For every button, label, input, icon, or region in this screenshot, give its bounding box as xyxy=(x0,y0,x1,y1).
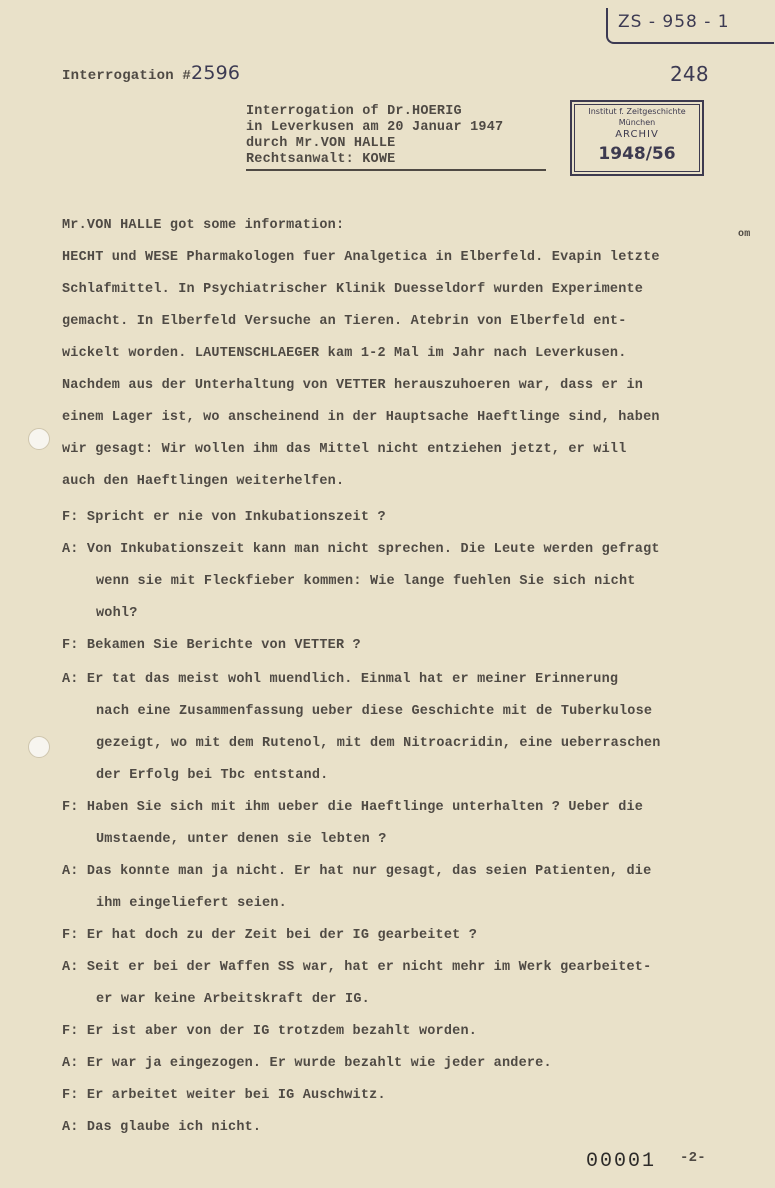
margin-note: om xyxy=(738,229,751,240)
header-line-4: Rechtsanwalt: KOWE xyxy=(246,152,396,167)
question-line: F: Er arbeitet weiter bei IG Auschwitz. xyxy=(62,1088,386,1103)
body-line: einem Lager ist, wo anscheinend in der Hauptsache Haeftlinge sind, haben xyxy=(62,410,660,425)
interrogation-label-text: Interrogation # xyxy=(62,68,192,84)
question-line: Umstaende, unter denen sie lebten ? xyxy=(96,832,387,847)
answer-line: nach eine Zusammenfassung ueber diese Geschichte mit de Tuberkulose xyxy=(96,704,653,719)
document-number: 00001 xyxy=(586,1150,657,1173)
answer-line: A: Seit er bei der Waffen SS war, hat er nicht mehr im Werk gearbeitet- xyxy=(62,960,652,975)
answer-line: A: Von Inkubationszeit kann man nicht sprechen. Die Leute werden gefragt xyxy=(62,542,660,557)
stamp-institute: Institut f. Zeitgeschichte xyxy=(588,107,686,116)
body-line: wickelt worden. LAUTENSCHLAEGER kam 1-2 Mal im Jahr nach Leverkusen. xyxy=(62,346,627,361)
answer-line: wohl? xyxy=(96,606,138,621)
answer-line: der Erfolg bei Tbc entstand. xyxy=(96,768,329,783)
interrogation-label xyxy=(62,62,240,84)
page-number-handwritten: 248 xyxy=(670,62,709,86)
header-line-1: Interrogation of Dr.HOERIG xyxy=(246,104,462,119)
answer-line: ihm eingeliefert seien. xyxy=(96,896,287,911)
stamp-archiv: ARCHIV xyxy=(615,129,659,140)
archive-stamp xyxy=(570,100,704,176)
header-line-3: durch Mr.VON HALLE xyxy=(246,136,396,151)
punch-hole-top xyxy=(28,428,50,450)
answer-line: A: Er tat das meist wohl muendlich. Einmal hat er meiner Erinnerung xyxy=(62,672,619,687)
body-line: HECHT und WESE Pharmakologen fuer Analgetica in Elberfeld. Evapin letzte xyxy=(62,250,660,265)
question-line: F: Haben Sie sich mit ihm ueber die Haeftlinge unterhalten ? Ueber die xyxy=(62,800,644,815)
body-line: wir gesagt: Wir wollen ihm das Mittel nicht entziehen jetzt, er will xyxy=(62,442,627,457)
archive-ref: ZS - 958 - 1 xyxy=(618,12,730,32)
answer-line: A: Das konnte man ja nicht. Er hat nur gesagt, das seien Patienten, die xyxy=(62,864,652,879)
body-line: auch den Haeftlingen weiterhelfen. xyxy=(62,474,345,489)
page-label: -2- xyxy=(680,1150,706,1166)
body-line: Nachdem aus der Unterhaltung von VETTER herauszuhoeren war, dass er in xyxy=(62,378,644,393)
question-line: F: Bekamen Sie Berichte von VETTER ? xyxy=(62,638,361,653)
header-underline xyxy=(246,169,546,171)
punch-hole-bottom xyxy=(28,736,50,758)
body-line: Mr.VON HALLE got some information: xyxy=(62,218,345,233)
stamp-number: 1948/56 xyxy=(598,144,676,164)
body-line: Schlafmittel. In Psychiatrischer Klinik Duesseldorf wurden Experimente xyxy=(62,282,644,297)
question-line: F: Spricht er nie von Inkubationszeit ? xyxy=(62,510,386,525)
body-line: gemacht. In Elberfeld Versuche an Tieren. Atebrin von Elberfeld ent- xyxy=(62,314,627,329)
answer-line: gezeigt, wo mit dem Rutenol, mit dem Nitroacridin, eine ueberraschen xyxy=(96,736,661,751)
interrogation-number: 2596 xyxy=(191,62,241,84)
answer-line: er war keine Arbeitskraft der IG. xyxy=(96,992,370,1007)
question-line: F: Er ist aber von der IG trotzdem bezahlt worden. xyxy=(62,1024,478,1039)
answer-line: wenn sie mit Fleckfieber kommen: Wie lange fuehlen Sie sich nicht xyxy=(96,574,636,589)
stamp-city: München xyxy=(618,118,656,127)
question-line: F: Er hat doch zu der Zeit bei der IG gearbeitet ? xyxy=(62,928,478,943)
header-line-2: in Leverkusen am 20 Januar 1947 xyxy=(246,120,504,135)
answer-line: A: Er war ja eingezogen. Er wurde bezahlt wie jeder andere. xyxy=(62,1056,552,1071)
answer-line: A: Das glaube ich nicht. xyxy=(62,1120,262,1135)
